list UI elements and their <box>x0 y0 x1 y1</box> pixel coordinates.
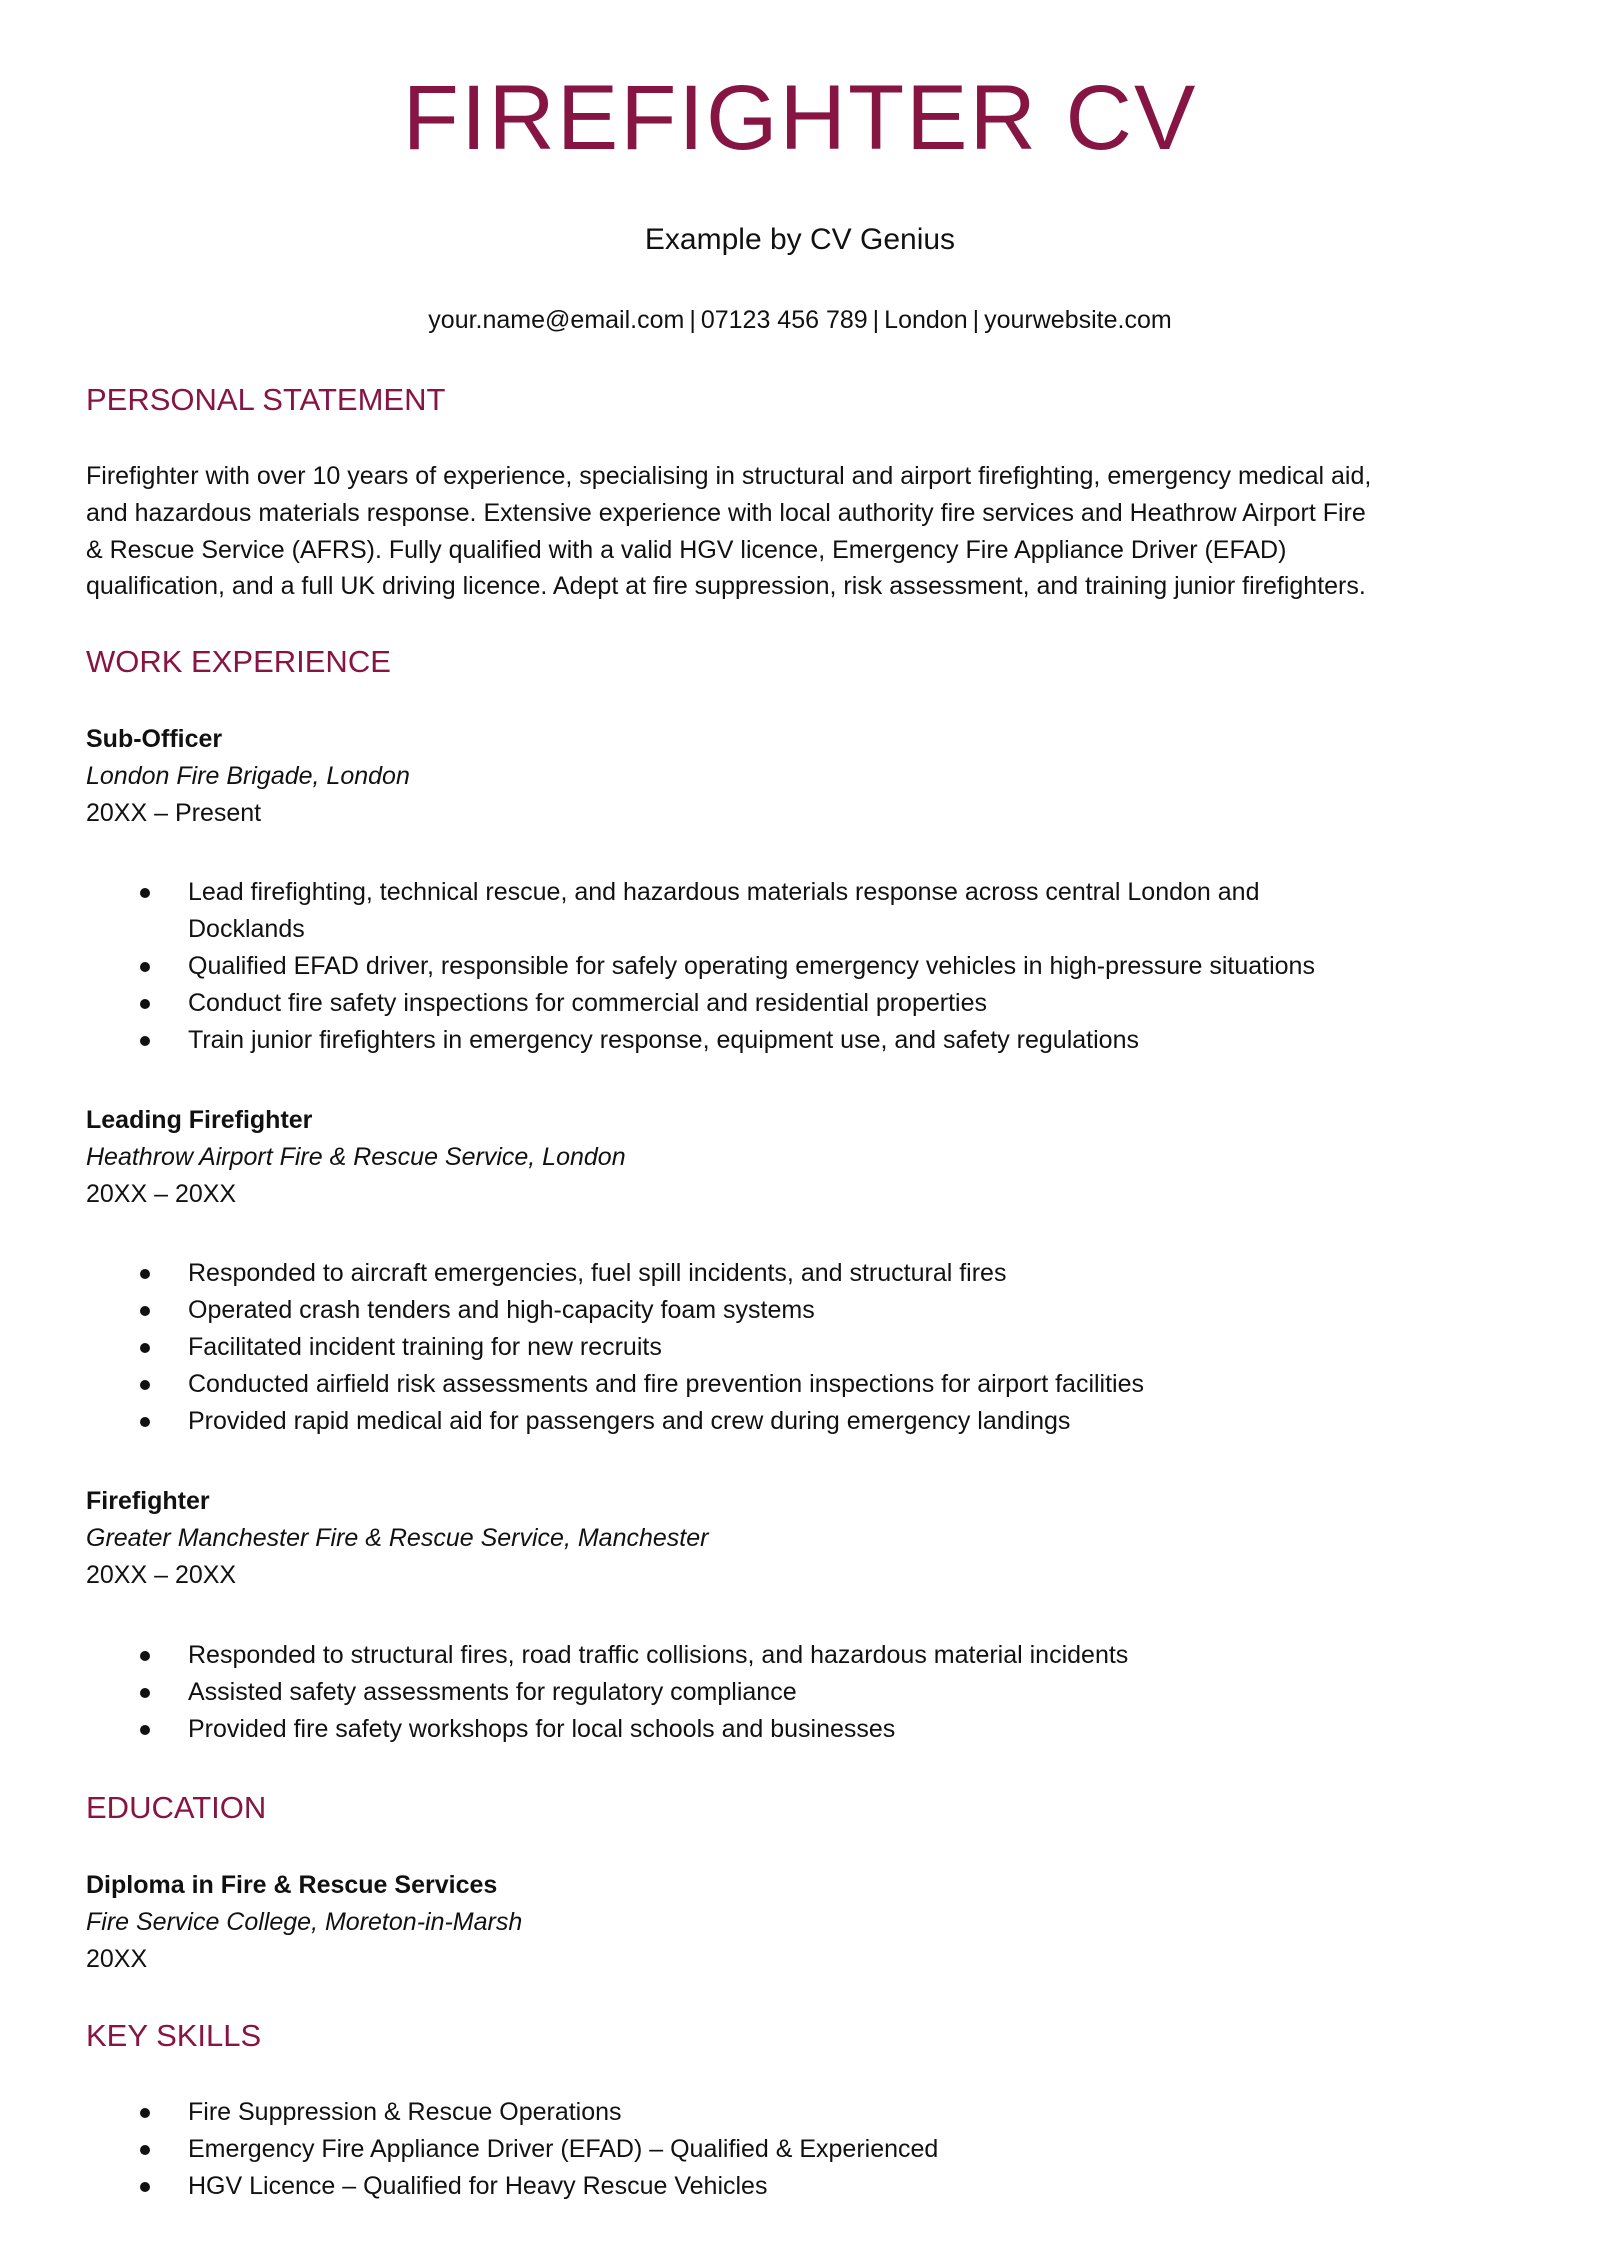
personal-statement-text <box>86 458 1506 605</box>
education-entry <box>86 1867 1516 1978</box>
list-item <box>86 2168 1436 2205</box>
list-item <box>86 1329 1436 1366</box>
list-item <box>86 1711 1436 1748</box>
job-organisation: Greater Manchester Fire & Rescue Service, Manchester <box>86 1524 709 1552</box>
contact-separator: | <box>872 306 880 334</box>
bullet-dot <box>140 2182 150 2192</box>
bullet-dot <box>140 1725 150 1735</box>
list-item <box>86 2131 1436 2168</box>
contact-email: your.name@email.com <box>428 306 685 334</box>
bullet-text: Assisted safety assessments for regulatory compliance <box>188 1678 797 1706</box>
contact-separator: | <box>689 306 696 334</box>
bullet-text: Fire Suppression & Rescue Operations <box>188 2098 622 2126</box>
bullet-text: Provided rapid medical aid for passengers and crew during emergency landings <box>188 1407 1071 1435</box>
list-item <box>86 874 1436 948</box>
list-item <box>86 948 1436 985</box>
list-item <box>86 1674 1436 1711</box>
list-item <box>86 2094 1436 2131</box>
job-bullets <box>86 874 1436 1059</box>
contact-line <box>0 308 1600 333</box>
contact-separator: | <box>972 306 980 334</box>
bullet-dot <box>140 962 150 972</box>
job-entry <box>86 721 1516 832</box>
bullet-dot <box>140 1417 150 1427</box>
bullet-dot <box>140 999 150 1009</box>
job-organisation: Heathrow Airport Fire & Rescue Service, London <box>86 1143 626 1171</box>
contact-phone: 07123 456 789 <box>700 306 868 334</box>
bullet-text: Docklands <box>188 915 305 943</box>
bullet-dot <box>140 1306 150 1316</box>
bullet-dot <box>140 1036 150 1046</box>
job-dates: 20XX – 20XX <box>86 1180 237 1208</box>
bullet-text: Train junior firefighters in emergency response, equipment use, and safety regulations <box>188 1026 1139 1054</box>
list-item <box>86 1403 1436 1440</box>
job-dates: 20XX – 20XX <box>86 1561 237 1589</box>
list-item <box>86 1292 1436 1329</box>
section-heading-key-skills: KEY SKILLS <box>86 2018 262 2053</box>
bullet-dot <box>140 1651 150 1661</box>
statement-line: and hazardous materials response. Extensive experience with local authority fire services and Heathrow Airport Fire <box>86 498 1366 527</box>
bullet-dot <box>140 1269 150 1279</box>
job-entry <box>86 1483 1516 1594</box>
bullet-dot <box>140 1380 150 1390</box>
bullet-text: Conduct fire safety inspections for commercial and residential properties <box>188 989 987 1017</box>
job-bullets <box>86 1255 1436 1440</box>
cv-title: FIREFIGHTER CV <box>402 67 1198 169</box>
bullet-dot <box>140 1343 150 1353</box>
job-dates: 20XX – Present <box>86 799 262 827</box>
job-title: Sub-Officer <box>86 725 223 753</box>
statement-line: Firefighter with over 10 years of experience, specialising in structural and airport firefighting, emergency medical aid, <box>86 462 1372 490</box>
bullet-text: Responded to aircraft emergencies, fuel spill incidents, and structural fires <box>188 1259 1007 1287</box>
list-item <box>86 1637 1436 1674</box>
list-item <box>86 1255 1436 1292</box>
section-heading-work-experience: WORK EXPERIENCE <box>86 644 391 679</box>
statement-line: qualification, and a full UK driving licence. Adept at fire suppression, risk assessment, and training junior firefighters. <box>86 572 1366 601</box>
bullet-text: Conducted airfield risk assessments and fire prevention inspections for airport facilities <box>188 1370 1145 1398</box>
list-item <box>86 1366 1436 1403</box>
education-institution: Fire Service College, Moreton-in-Marsh <box>86 1908 523 1936</box>
bullet-dot <box>140 1688 150 1698</box>
bullet-text: Facilitated incident training for new recruits <box>188 1333 662 1361</box>
job-organisation: London Fire Brigade, London <box>86 762 410 790</box>
bullet-text: Emergency Fire Appliance Driver (EFAD) – Qualified & Experienced <box>188 2135 939 2163</box>
job-title: Firefighter <box>86 1487 210 1515</box>
contact-location: London <box>884 306 968 334</box>
education-title: Diploma in Fire & Rescue Services <box>86 1871 498 1899</box>
education-date: 20XX <box>86 1945 148 1973</box>
bullet-text: Provided fire safety workshops for local schools and businesses <box>188 1715 896 1743</box>
list-item <box>86 1022 1436 1059</box>
job-title: Leading Firefighter <box>86 1106 313 1134</box>
skills-bullets <box>86 2094 1436 2205</box>
job-entry <box>86 1102 1516 1213</box>
bullet-text: Qualified EFAD driver, responsible for safely operating emergency vehicles in high-pressure situations <box>188 952 1315 980</box>
list-item <box>86 985 1436 1022</box>
bullet-dot <box>140 2108 150 2118</box>
bullet-dot <box>140 2145 150 2155</box>
bullet-dot <box>140 888 150 898</box>
section-heading-personal-statement: PERSONAL STATEMENT <box>86 382 446 417</box>
bullet-text: Operated crash tenders and high-capacity foam systems <box>188 1296 815 1324</box>
bullet-text: Responded to structural fires, road traffic collisions, and hazardous material incidents <box>188 1641 1129 1669</box>
bullet-text: Lead firefighting, technical rescue, and hazardous materials response across central London and <box>188 878 1260 906</box>
statement-line: & Rescue Service (AFRS). Fully qualified with a valid HGV licence, Emergency Fire Appliance Driver (EFAD) <box>86 535 1287 564</box>
bullet-text: HGV Licence – Qualified for Heavy Rescue Vehicles <box>188 2172 768 2200</box>
cv-subtitle: Example by CV Genius <box>644 223 956 256</box>
contact-website: yourwebsite.com <box>984 306 1172 334</box>
job-bullets <box>86 1637 1436 1748</box>
section-heading-education: EDUCATION <box>86 1790 267 1825</box>
